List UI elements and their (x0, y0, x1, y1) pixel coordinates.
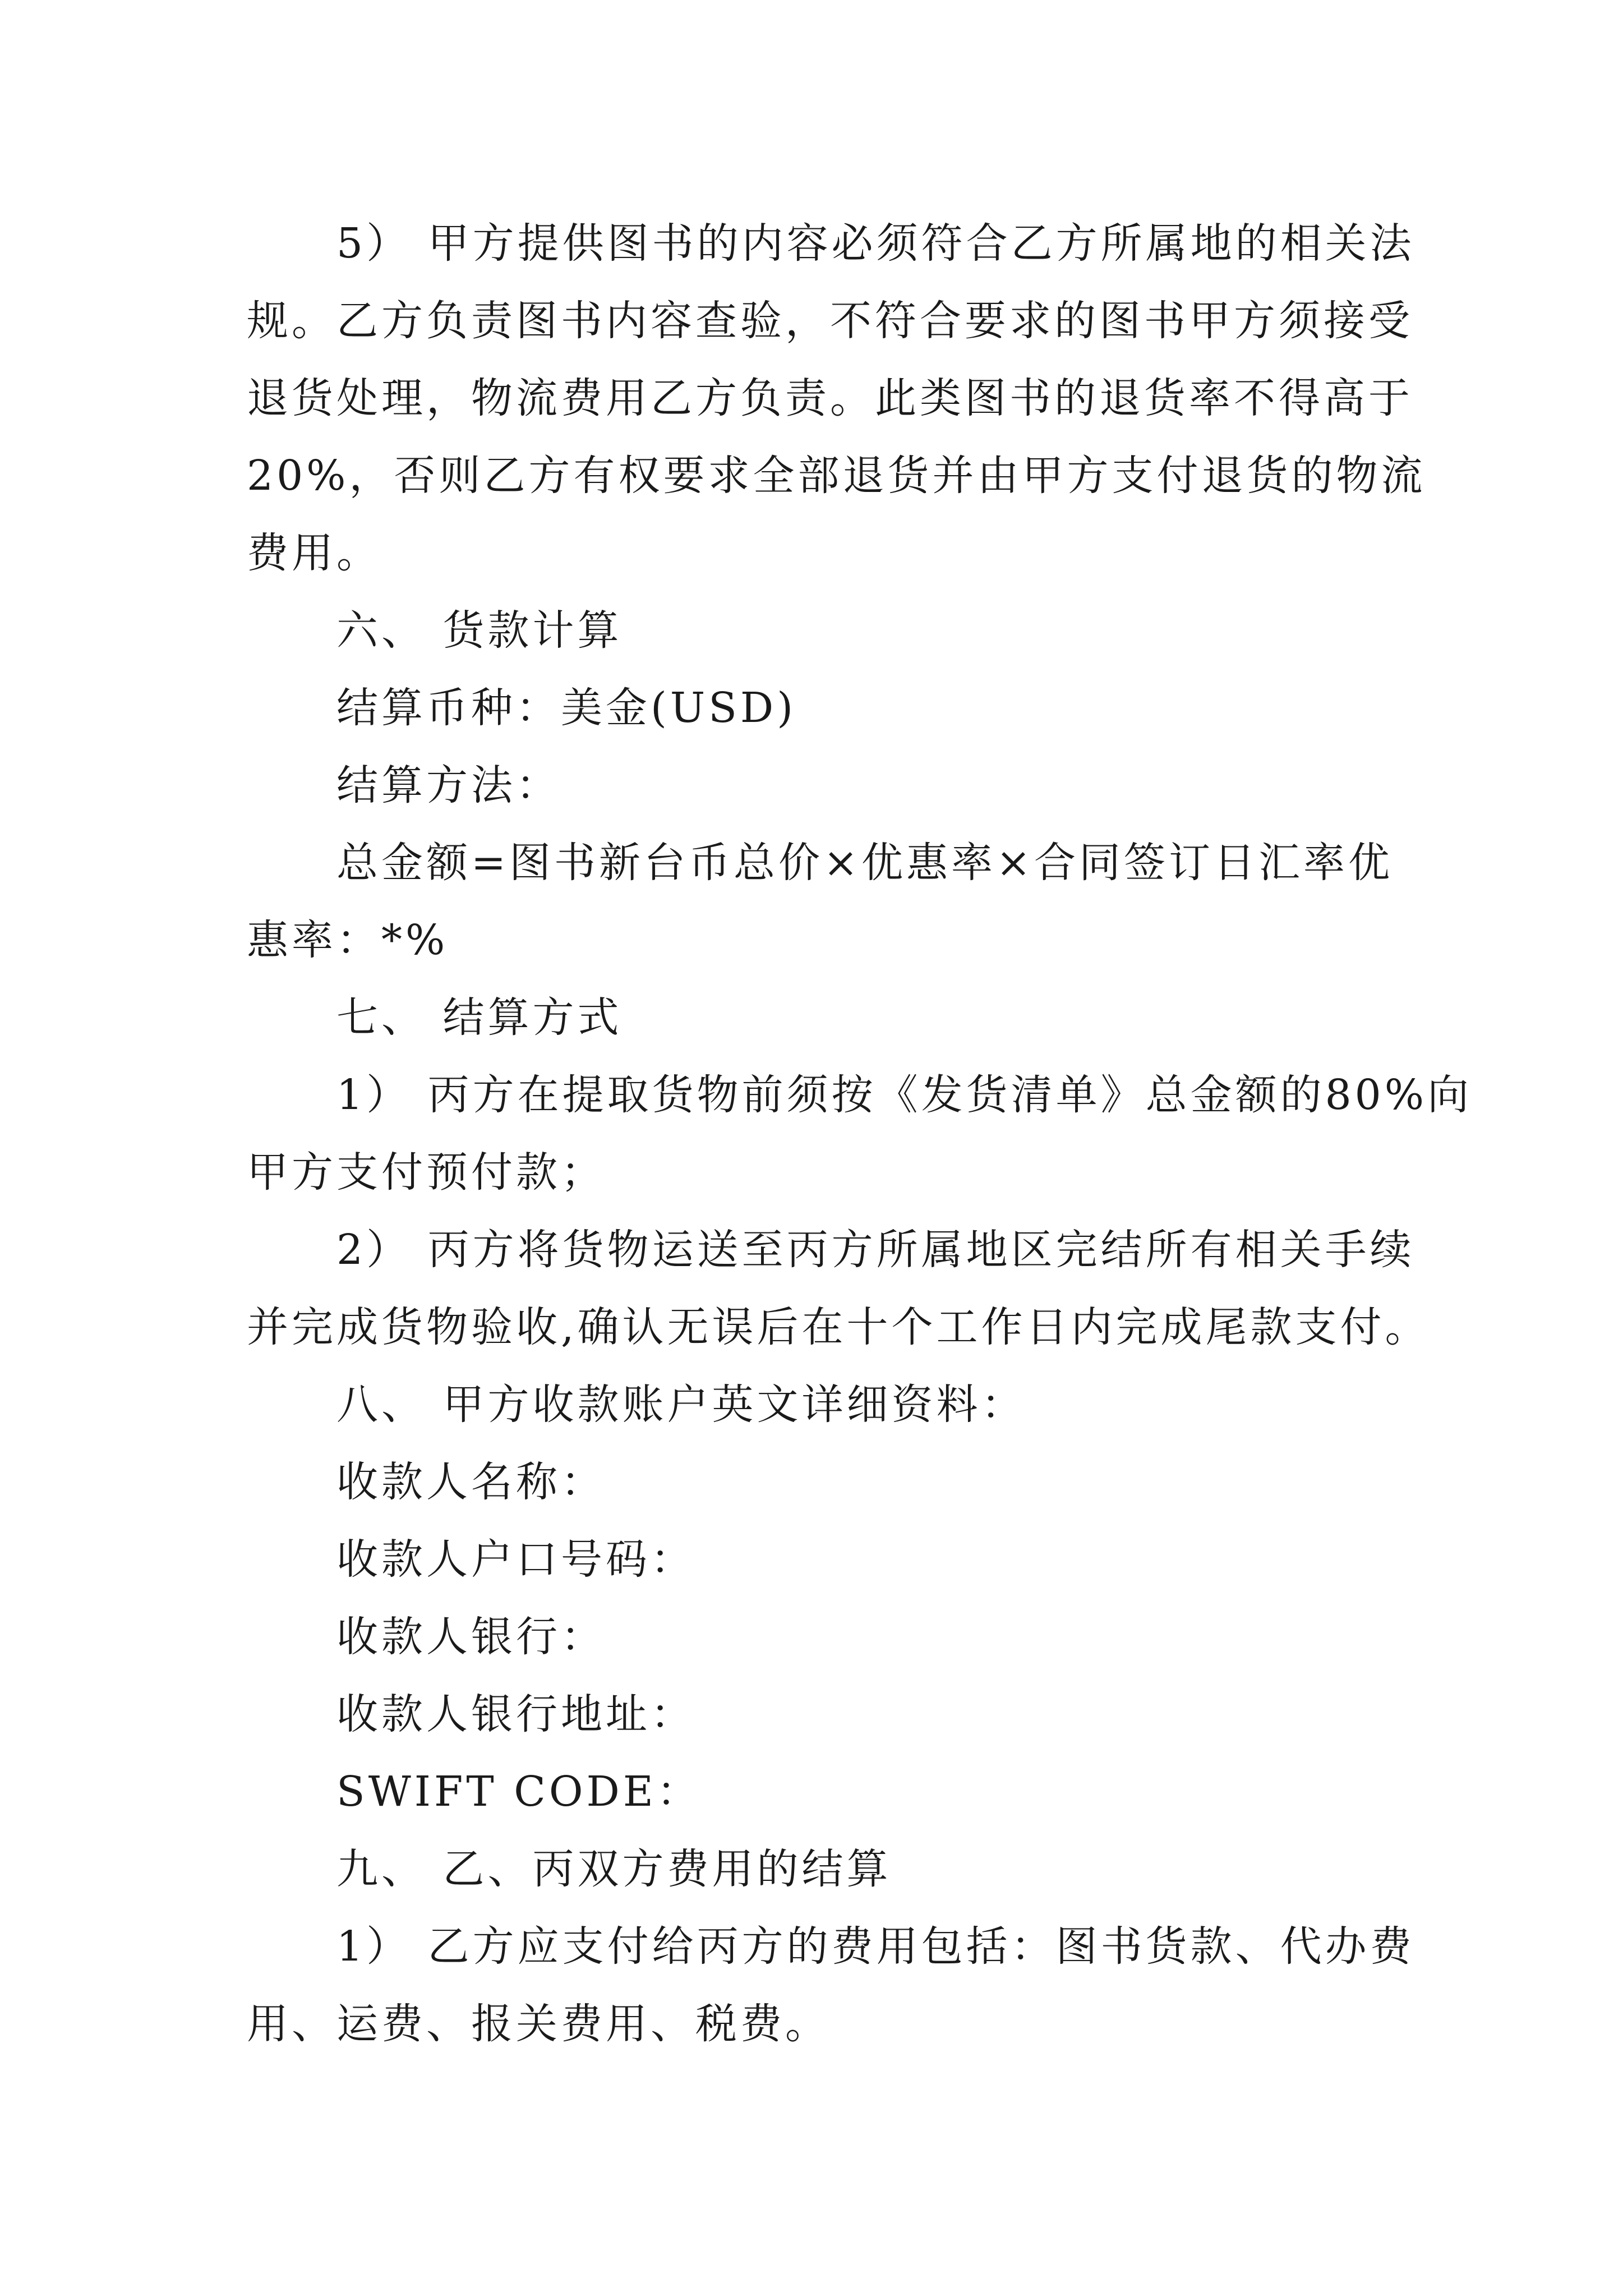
paragraph-line: 结算币种：美金(USD) (336, 684, 797, 732)
field-label: 收款人户口号码： (336, 1535, 695, 1584)
section-heading: 七、 结算方式 (336, 993, 623, 1042)
section-heading: 八、 甲方收款账户英文详细资料： (336, 1381, 1026, 1429)
paragraph-line: 用、运费、报关费用、税费。 (247, 2000, 830, 2048)
field-label: 收款人银行地址： (336, 1690, 695, 1738)
paragraph-line: 退货处理，物流费用乙方负责。此类图书的退货率不得高于 (247, 374, 1413, 422)
section-heading: 九、 乙、丙双方费用的结算 (336, 1845, 892, 1893)
paragraph-line: 5） 甲方提供图书的内容必须符合乙方所属地的相关法 (336, 219, 1415, 268)
paragraph-line: 甲方支付预付款； (247, 1148, 606, 1197)
section-heading: 六、 货款计算 (336, 606, 623, 655)
field-label: 收款人银行： (336, 1613, 606, 1661)
field-label: 收款人名称： (336, 1458, 606, 1506)
paragraph-line: 总金额=图书新台币总价×优惠率×合同签订日汇率优 (336, 839, 1394, 887)
paragraph-line: 规。乙方负责图书内容查验，不符合要求的图书甲方须接受 (247, 297, 1413, 345)
paragraph-line: 20%，否则乙方有权要求全部退货并由甲方支付退货的物流 (247, 452, 1426, 500)
paragraph-line: 结算方法： (336, 761, 561, 809)
paragraph-line: 费用。 (247, 529, 381, 577)
paragraph-line: 2） 丙方将货物运送至丙方所属地区完结所有相关手续 (336, 1226, 1415, 1274)
paragraph-line: 1） 丙方在提取货物前须按《发货清单》总金额的80%向 (336, 1071, 1473, 1119)
paragraph-line: 并完成货物验收,确认无误后在十个工作日内完成尾款支付。 (247, 1303, 1430, 1351)
paragraph-line: 1） 乙方应支付给丙方的费用包括：图书货款、代办费 (336, 1922, 1415, 1971)
document-body (247, 205, 1473, 2063)
field-label: SWIFT CODE： (336, 1768, 702, 1816)
paragraph-line: 惠率：*% (247, 916, 449, 964)
